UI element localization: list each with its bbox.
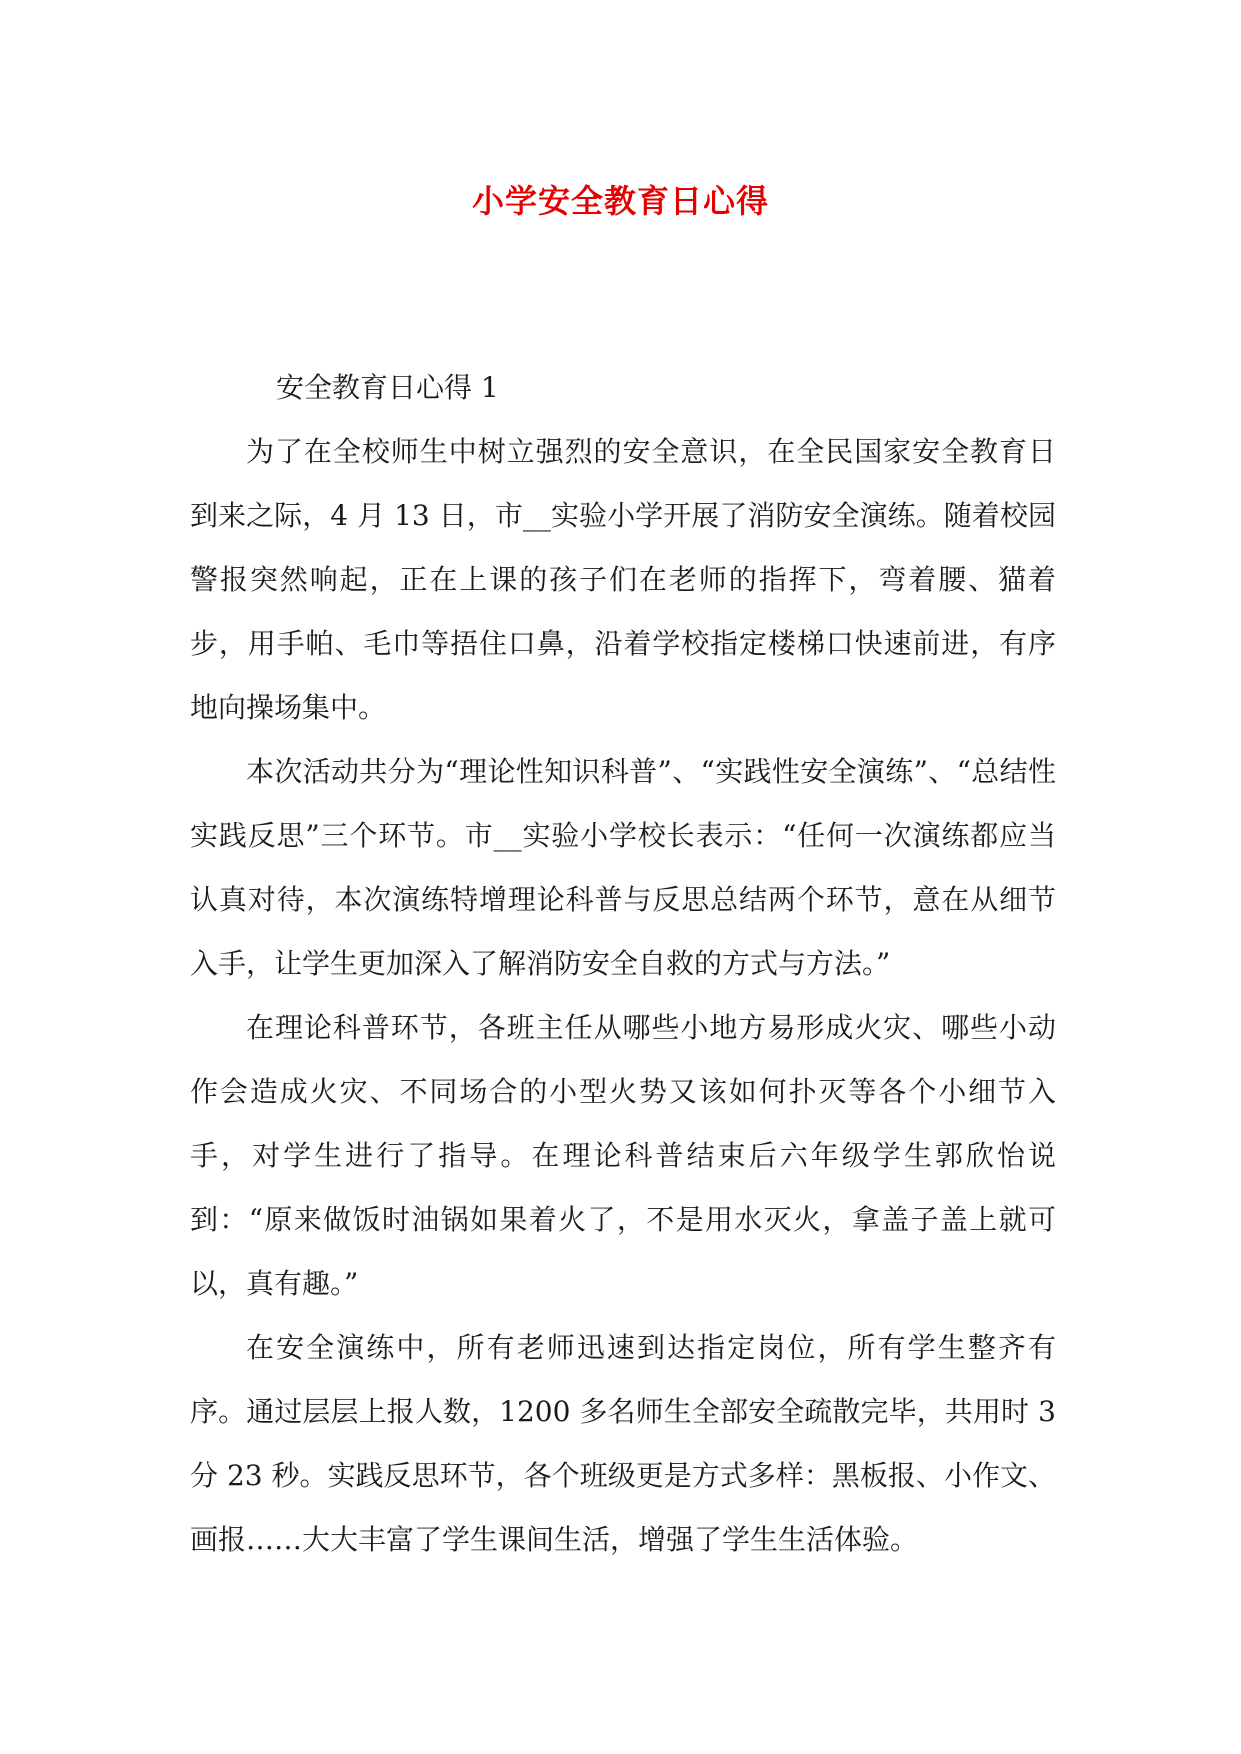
section-heading: 安全教育日心得 1 (276, 371, 499, 404)
paragraph-intro: 为了在全校师生中树立强烈的安全意识，在全民国家安全教育日到来之际，4 月 13 日，市__实验小学开展了消防安全演练。随着校园警报突然响起，正在上课的孩子们在老师的指挥下，弯着腰、猫着步，用手帕、毛巾等捂住口鼻，沿着学校指定楼梯口快速前进，有序地向操场集中。 (190, 435, 1056, 724)
paragraph-activity-overview: 本次活动共分为“理论性知识科普”、“实践性安全演练”、“总结性实践反思”三个环节。市__实验小学校长表示：“任何一次演练都应当认真对待，本次演练特增理论科普与反思总结两个环节，意在从细节入手，让学生更加深入了解消防安全自救的方式与方法。” (190, 755, 1056, 980)
paragraph-theory-session: 在理论科普环节，各班主任从哪些小地方易形成火灾、哪些小动作会造成火灾、不同场合的小型火势又该如何扑灭等各个小细节入手，对学生进行了指导。在理论科普结束后六年级学生郭欣怡说到：“原来做饭时油锅如果着火了，不是用水灭火，拿盖子盖上就可以，真有趣。” (190, 1011, 1056, 1300)
document-body (190, 356, 1056, 1572)
document-title: 小学安全教育日心得 (471, 182, 769, 221)
paragraph-drill-result: 在安全演练中，所有老师迅速到达指定岗位，所有学生整齐有序。通过层层上报人数，1200 多名师生全部安全疏散完毕，共用时 3 分 23 秒。实践反思环节，各个班级更是方式多样：黑板报、小作文、画报……大大丰富了学生课间生活，增强了学生生活体验。 (190, 1331, 1056, 1556)
